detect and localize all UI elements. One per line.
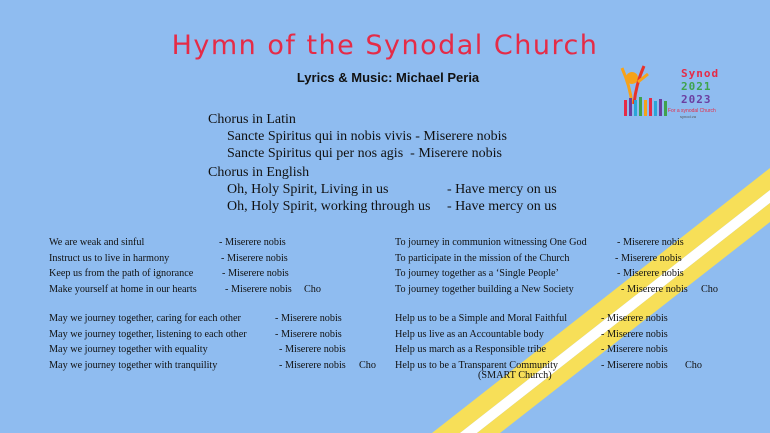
verse-text: To journey in communion witnessing One God (395, 237, 587, 248)
verse-response: - Miserere nobis (221, 252, 288, 264)
verse-text: To journey together building a New Society (395, 283, 574, 295)
verse-line (49, 358, 389, 374)
verse-line (49, 266, 379, 282)
chorus-response: Have mercy on us (455, 182, 557, 197)
verse-text: Help us march as a Responsible tribe (395, 344, 547, 355)
verse-text: Help us to be a Simple and Moral Faithful (395, 313, 568, 324)
verse-response: - Miserere nobis (601, 313, 668, 324)
verse-response: - Miserere nobis (617, 237, 684, 248)
verse-block-4 (395, 311, 735, 373)
verse-text: Keep us from the path of ignorance (49, 268, 194, 279)
verse-response: - Miserere nobis (225, 283, 292, 295)
verse-response: - Miserere nobis (222, 268, 289, 279)
verse-line (49, 282, 379, 298)
verse-line (395, 327, 735, 343)
verse-text: To participate in the mission of the Church (395, 252, 570, 264)
verse-line (395, 282, 735, 298)
chorus-text: Sancte Spiritus qui per nos agis (227, 146, 404, 161)
chorus-latin-heading: Chorus in Latin (208, 112, 296, 127)
chorus-english-line: Oh, Holy Spirit, working through us - Have mercy on us (227, 199, 557, 214)
chorus-text: Oh, Holy Spirit, working through us (227, 199, 431, 214)
verse-line (49, 251, 379, 267)
hymn-title: Hymn of the Synodal Church (171, 30, 599, 61)
verse-response: - Miserere nobis (601, 328, 668, 340)
verse-line (395, 358, 735, 374)
verse-block-3 (49, 311, 389, 373)
verse-line (49, 327, 389, 343)
chorus-response: Miserere nobis (423, 129, 507, 144)
verse-line (49, 235, 379, 251)
verse-line (395, 311, 735, 327)
logo-tagline: For a synodal Church (668, 108, 716, 114)
verse-line (395, 235, 735, 251)
verse-text: We are weak and sinful (49, 237, 145, 248)
verse-line (49, 342, 389, 358)
chorus-cue: Cho (701, 283, 718, 295)
chorus-response: Have mercy on us (455, 199, 557, 214)
chorus-text: Sancte Spiritus qui in nobis vivis (227, 129, 412, 144)
verse-response: - Miserere nobis (279, 344, 346, 355)
chorus-latin-line: Sancte Spiritus qui in nobis vivis - Miserere nobis (227, 129, 507, 144)
verse-response: - Miserere nobis (275, 328, 342, 340)
chorus-cue: Cho (685, 359, 702, 371)
chorus-cue: Cho (359, 359, 376, 371)
verse-text: May we journey together, listening to each other (49, 328, 247, 340)
verse-text: Instruct us to live in harmony (49, 252, 170, 264)
smart-church-note: (SMART Church) (478, 370, 552, 381)
verse-response: - Miserere nobis (275, 313, 342, 324)
logo-year-end: 2023 (681, 93, 712, 106)
verse-line (49, 311, 389, 327)
logo-word: Synod (681, 67, 720, 80)
verse-response: - Miserere nobis (279, 359, 346, 371)
logo-url: synod.va (680, 114, 697, 119)
logo-year-start: 2021 (681, 80, 712, 93)
verse-text: May we journey together with tranquility (49, 359, 218, 371)
verse-text: May we journey together, caring for each other (49, 313, 241, 324)
chorus-text: Oh, Holy Spirit, Living in us (227, 182, 389, 197)
verse-text: Make yourself at home in our hearts (49, 283, 197, 295)
verse-response: - Miserere nobis (617, 268, 684, 279)
chorus-english-line: Oh, Holy Spirit, Living in us - Have mercy on us (227, 182, 557, 197)
verse-line (395, 251, 735, 267)
verse-text: May we journey together with equality (49, 344, 208, 355)
credit-line: Lyrics & Music: Michael Peria (296, 70, 480, 85)
chorus-english-heading: Chorus in English (208, 165, 310, 180)
verse-response: - Miserere nobis (621, 283, 688, 295)
chorus-latin-line: Sancte Spiritus qui per nos agis - Miserere nobis (227, 146, 502, 161)
verse-line (395, 266, 735, 282)
verse-block-1 (49, 235, 379, 297)
verse-response: - Miserere nobis (615, 252, 682, 264)
verse-text: Help us live as an Accountable body (395, 328, 544, 340)
verse-response: - Miserere nobis (219, 237, 286, 248)
verse-response: - Miserere nobis (601, 359, 668, 371)
chorus-cue: Cho (304, 283, 321, 295)
verse-response: - Miserere nobis (601, 344, 668, 355)
chorus-english (208, 164, 557, 215)
chorus-response: Miserere nobis (418, 146, 502, 161)
verse-text: To journey together as a ‘Single People’ (395, 268, 559, 279)
verse-text: Help us to be a Transparent Community (395, 359, 558, 371)
chorus-latin (208, 111, 507, 162)
verse-line (395, 342, 735, 358)
verse-block-2 (395, 235, 735, 297)
